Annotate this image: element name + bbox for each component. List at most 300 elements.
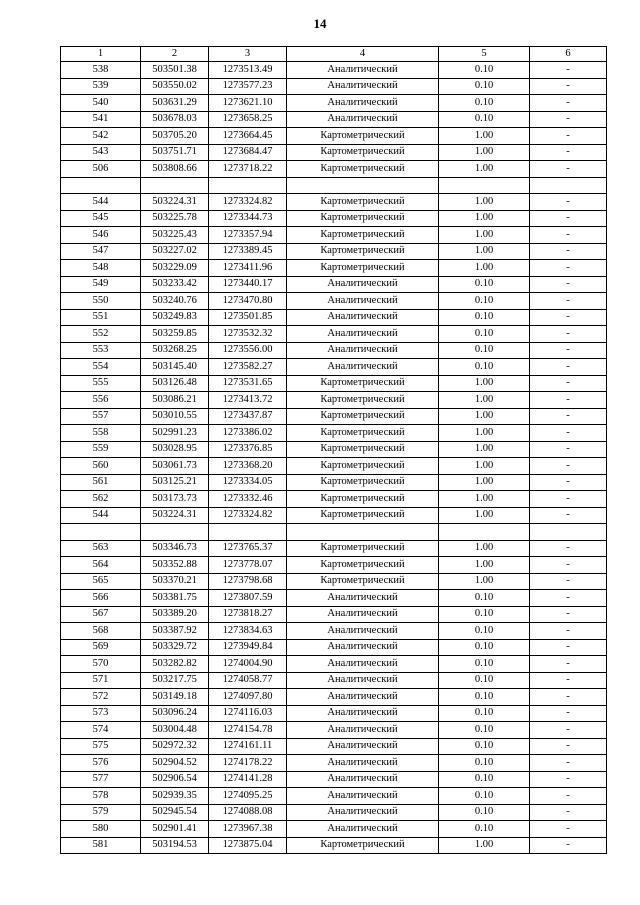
method-cell: Картометрический: [287, 210, 439, 227]
table-row: [61, 408, 607, 425]
point-number-cell: 550: [61, 293, 141, 310]
table-row: [61, 689, 607, 706]
description-cell: -: [530, 821, 607, 838]
point-number-cell: 554: [61, 359, 141, 376]
method-cell: Картометрический: [287, 458, 439, 475]
table-row: [61, 524, 607, 541]
point-number-cell: 580: [61, 821, 141, 838]
x-coordinate-cell: 503225.78: [141, 210, 209, 227]
description-cell: -: [530, 194, 607, 211]
description-cell: -: [530, 111, 607, 128]
y-coordinate-cell: 1273684.47: [209, 144, 287, 161]
point-number-cell: 506: [61, 161, 141, 178]
table-row: [61, 474, 607, 491]
accuracy-cell: 1.00: [439, 161, 530, 178]
table-row: [61, 573, 607, 590]
x-coordinate-cell: 503259.85: [141, 326, 209, 343]
y-coordinate-cell: [209, 177, 287, 194]
method-cell: Картометрический: [287, 540, 439, 557]
y-coordinate-cell: 1273334.05: [209, 474, 287, 491]
description-cell: -: [530, 408, 607, 425]
accuracy-cell: 1.00: [439, 260, 530, 277]
point-number-cell: 557: [61, 408, 141, 425]
accuracy-cell: 0.10: [439, 590, 530, 607]
y-coordinate-cell: 1273413.72: [209, 392, 287, 409]
accuracy-cell: 1.00: [439, 458, 530, 475]
table-row: [61, 771, 607, 788]
point-number-cell: 539: [61, 78, 141, 95]
y-coordinate-cell: 1273411.96: [209, 260, 287, 277]
x-coordinate-cell: [141, 177, 209, 194]
x-coordinate-cell: 503501.38: [141, 62, 209, 79]
method-cell: Аналитический: [287, 722, 439, 739]
description-cell: -: [530, 771, 607, 788]
method-cell: Картометрический: [287, 227, 439, 244]
accuracy-cell: 1.00: [439, 491, 530, 508]
method-cell: Аналитический: [287, 771, 439, 788]
page-number: 14: [313, 16, 327, 31]
x-coordinate-cell: 503381.75: [141, 590, 209, 607]
table-row: [61, 821, 607, 838]
y-coordinate-cell: 1273664.45: [209, 128, 287, 145]
table-row: [61, 293, 607, 310]
description-cell: [530, 524, 607, 541]
description-cell: -: [530, 755, 607, 772]
table-row: [61, 540, 607, 557]
y-coordinate-cell: 1273324.82: [209, 507, 287, 524]
table-row: [61, 804, 607, 821]
point-number-cell: 553: [61, 342, 141, 359]
y-coordinate-cell: 1274088.08: [209, 804, 287, 821]
description-cell: -: [530, 210, 607, 227]
method-cell: Аналитический: [287, 293, 439, 310]
accuracy-cell: 1.00: [439, 227, 530, 244]
table-row: [61, 755, 607, 772]
table-row: [61, 62, 607, 79]
accuracy-cell: 1.00: [439, 557, 530, 574]
x-coordinate-cell: 503145.40: [141, 359, 209, 376]
description-cell: -: [530, 606, 607, 623]
y-coordinate-cell: 1273437.87: [209, 408, 287, 425]
method-cell: Аналитический: [287, 326, 439, 343]
table-row: [61, 507, 607, 524]
accuracy-cell: 0.10: [439, 293, 530, 310]
accuracy-cell: [439, 524, 530, 541]
method-cell: Аналитический: [287, 705, 439, 722]
description-cell: -: [530, 161, 607, 178]
accuracy-cell: 1.00: [439, 837, 530, 854]
accuracy-cell: 1.00: [439, 128, 530, 145]
table-row: [61, 837, 607, 854]
description-cell: -: [530, 474, 607, 491]
description-cell: -: [530, 260, 607, 277]
accuracy-cell: 0.10: [439, 821, 530, 838]
description-cell: -: [530, 441, 607, 458]
accuracy-cell: 0.10: [439, 722, 530, 739]
x-coordinate-cell: 502972.32: [141, 738, 209, 755]
point-number-cell: 562: [61, 491, 141, 508]
description-cell: -: [530, 788, 607, 805]
y-coordinate-cell: 1274161.11: [209, 738, 287, 755]
table-row: [61, 425, 607, 442]
x-coordinate-cell: 502904.52: [141, 755, 209, 772]
point-number-cell: 571: [61, 672, 141, 689]
accuracy-cell: 0.10: [439, 738, 530, 755]
y-coordinate-cell: 1273818.27: [209, 606, 287, 623]
method-cell: Картометрический: [287, 144, 439, 161]
method-cell: Аналитический: [287, 738, 439, 755]
method-cell: Аналитический: [287, 111, 439, 128]
point-number-cell: 563: [61, 540, 141, 557]
accuracy-cell: 1.00: [439, 392, 530, 409]
method-cell: Картометрический: [287, 837, 439, 854]
description-cell: -: [530, 557, 607, 574]
y-coordinate-cell: 1274058.77: [209, 672, 287, 689]
y-coordinate-cell: 1274004.90: [209, 656, 287, 673]
point-number-cell: 541: [61, 111, 141, 128]
table-row: [61, 458, 607, 475]
accuracy-cell: 0.10: [439, 705, 530, 722]
accuracy-cell: 0.10: [439, 111, 530, 128]
x-coordinate-cell: 502945.54: [141, 804, 209, 821]
method-cell: Аналитический: [287, 821, 439, 838]
description-cell: -: [530, 672, 607, 689]
accuracy-cell: 1.00: [439, 375, 530, 392]
table-row: [61, 557, 607, 574]
table-row: [61, 623, 607, 640]
method-cell: Картометрический: [287, 260, 439, 277]
x-coordinate-cell: 503705.20: [141, 128, 209, 145]
x-coordinate-cell: 502939.35: [141, 788, 209, 805]
point-number-cell: 544: [61, 194, 141, 211]
point-number-cell: 578: [61, 788, 141, 805]
x-coordinate-cell: 503086.21: [141, 392, 209, 409]
accuracy-cell: 0.10: [439, 606, 530, 623]
description-cell: -: [530, 276, 607, 293]
method-cell: Аналитический: [287, 606, 439, 623]
header-cell-6: 6: [530, 47, 607, 62]
accuracy-cell: 0.10: [439, 639, 530, 656]
point-number-cell: 561: [61, 474, 141, 491]
description-cell: -: [530, 507, 607, 524]
table-row: [61, 722, 607, 739]
description-cell: -: [530, 359, 607, 376]
method-cell: Картометрический: [287, 161, 439, 178]
point-number-cell: 556: [61, 392, 141, 409]
table-row: [61, 194, 607, 211]
point-number-cell: 581: [61, 837, 141, 854]
point-number-cell: 538: [61, 62, 141, 79]
method-cell: Аналитический: [287, 309, 439, 326]
table-row: [61, 177, 607, 194]
x-coordinate-cell: 502906.54: [141, 771, 209, 788]
header-cell-2: 2: [141, 47, 209, 62]
x-coordinate-cell: 503227.02: [141, 243, 209, 260]
point-number-cell: 576: [61, 755, 141, 772]
description-cell: -: [530, 342, 607, 359]
accuracy-cell: 0.10: [439, 788, 530, 805]
x-coordinate-cell: 502991.23: [141, 425, 209, 442]
point-number-cell: 548: [61, 260, 141, 277]
header-row: [61, 47, 607, 62]
y-coordinate-cell: 1274095.25: [209, 788, 287, 805]
point-number-cell: 559: [61, 441, 141, 458]
y-coordinate-cell: 1273556.00: [209, 342, 287, 359]
table-row: [61, 705, 607, 722]
description-cell: -: [530, 293, 607, 310]
method-cell: Аналитический: [287, 672, 439, 689]
x-coordinate-cell: 503631.29: [141, 95, 209, 112]
description-cell: -: [530, 227, 607, 244]
accuracy-cell: 1.00: [439, 243, 530, 260]
method-cell: Аналитический: [287, 276, 439, 293]
y-coordinate-cell: 1273577.23: [209, 78, 287, 95]
x-coordinate-cell: 503229.09: [141, 260, 209, 277]
x-coordinate-cell: 503194.53: [141, 837, 209, 854]
point-number-cell: [61, 524, 141, 541]
point-number-cell: 560: [61, 458, 141, 475]
point-number-cell: 547: [61, 243, 141, 260]
x-coordinate-cell: 503678.03: [141, 111, 209, 128]
description-cell: -: [530, 326, 607, 343]
point-number-cell: 543: [61, 144, 141, 161]
accuracy-cell: 0.10: [439, 309, 530, 326]
point-number-cell: 549: [61, 276, 141, 293]
x-coordinate-cell: 503010.55: [141, 408, 209, 425]
table-row: [61, 144, 607, 161]
table-row: [61, 326, 607, 343]
method-cell: Картометрический: [287, 441, 439, 458]
y-coordinate-cell: 1273470.80: [209, 293, 287, 310]
x-coordinate-cell: 503096.24: [141, 705, 209, 722]
table-row: [61, 276, 607, 293]
x-coordinate-cell: 503329.72: [141, 639, 209, 656]
point-number-cell: 577: [61, 771, 141, 788]
point-number-cell: 574: [61, 722, 141, 739]
method-cell: Картометрический: [287, 392, 439, 409]
table-row: [61, 738, 607, 755]
method-cell: Аналитический: [287, 359, 439, 376]
accuracy-cell: 0.10: [439, 342, 530, 359]
x-coordinate-cell: [141, 524, 209, 541]
description-cell: -: [530, 128, 607, 145]
description-cell: -: [530, 78, 607, 95]
point-number-cell: 569: [61, 639, 141, 656]
method-cell: Аналитический: [287, 689, 439, 706]
y-coordinate-cell: 1273718.22: [209, 161, 287, 178]
x-coordinate-cell: 503240.76: [141, 293, 209, 310]
table-row: [61, 656, 607, 673]
description-cell: -: [530, 590, 607, 607]
table-row: [61, 128, 607, 145]
accuracy-cell: 1.00: [439, 474, 530, 491]
method-cell: Картометрический: [287, 128, 439, 145]
y-coordinate-cell: 1273531.65: [209, 375, 287, 392]
method-cell: Аналитический: [287, 95, 439, 112]
table-row: [61, 243, 607, 260]
point-number-cell: 555: [61, 375, 141, 392]
y-coordinate-cell: 1273949.84: [209, 639, 287, 656]
y-coordinate-cell: 1273389.45: [209, 243, 287, 260]
x-coordinate-cell: 503387.92: [141, 623, 209, 640]
method-cell: Аналитический: [287, 804, 439, 821]
accuracy-cell: [439, 177, 530, 194]
point-number-cell: [61, 177, 141, 194]
x-coordinate-cell: 503126.48: [141, 375, 209, 392]
method-cell: [287, 177, 439, 194]
description-cell: -: [530, 392, 607, 409]
accuracy-cell: 1.00: [439, 540, 530, 557]
accuracy-cell: 1.00: [439, 144, 530, 161]
table-row: [61, 210, 607, 227]
x-coordinate-cell: 503217.75: [141, 672, 209, 689]
x-coordinate-cell: 503268.25: [141, 342, 209, 359]
point-number-cell: 544: [61, 507, 141, 524]
point-number-cell: 575: [61, 738, 141, 755]
y-coordinate-cell: 1273967.38: [209, 821, 287, 838]
point-number-cell: 564: [61, 557, 141, 574]
x-coordinate-cell: 503149.18: [141, 689, 209, 706]
y-coordinate-cell: 1273386.02: [209, 425, 287, 442]
accuracy-cell: 0.10: [439, 755, 530, 772]
point-number-cell: 566: [61, 590, 141, 607]
method-cell: Аналитический: [287, 342, 439, 359]
method-cell: Аналитический: [287, 62, 439, 79]
x-coordinate-cell: 503224.31: [141, 194, 209, 211]
accuracy-cell: 0.10: [439, 276, 530, 293]
table-row: [61, 788, 607, 805]
point-number-cell: 579: [61, 804, 141, 821]
method-cell: Аналитический: [287, 656, 439, 673]
method-cell: Аналитический: [287, 755, 439, 772]
table-row: [61, 606, 607, 623]
y-coordinate-cell: 1273440.17: [209, 276, 287, 293]
header-cell-3: 3: [209, 47, 287, 62]
accuracy-cell: 1.00: [439, 194, 530, 211]
method-cell: Картометрический: [287, 243, 439, 260]
y-coordinate-cell: 1273807.59: [209, 590, 287, 607]
description-cell: -: [530, 95, 607, 112]
x-coordinate-cell: 503550.02: [141, 78, 209, 95]
y-coordinate-cell: 1273501.85: [209, 309, 287, 326]
point-number-cell: 573: [61, 705, 141, 722]
x-coordinate-cell: 503061.73: [141, 458, 209, 475]
y-coordinate-cell: 1273368.20: [209, 458, 287, 475]
method-cell: Картометрический: [287, 557, 439, 574]
description-cell: -: [530, 623, 607, 640]
y-coordinate-cell: 1273582.27: [209, 359, 287, 376]
description-cell: -: [530, 738, 607, 755]
x-coordinate-cell: 503028.95: [141, 441, 209, 458]
y-coordinate-cell: 1273778.07: [209, 557, 287, 574]
point-number-cell: 545: [61, 210, 141, 227]
description-cell: [530, 177, 607, 194]
header-cell-1: 1: [61, 47, 141, 62]
y-coordinate-cell: 1273834.63: [209, 623, 287, 640]
method-cell: Картометрический: [287, 573, 439, 590]
table-row: [61, 590, 607, 607]
y-coordinate-cell: 1273344.73: [209, 210, 287, 227]
description-cell: -: [530, 722, 607, 739]
coordinates-table: [60, 46, 607, 854]
table-row: [61, 342, 607, 359]
description-cell: -: [530, 837, 607, 854]
accuracy-cell: 1.00: [439, 210, 530, 227]
y-coordinate-cell: 1273513.49: [209, 62, 287, 79]
table-row: [61, 491, 607, 508]
y-coordinate-cell: 1274116.03: [209, 705, 287, 722]
x-coordinate-cell: 503370.21: [141, 573, 209, 590]
description-cell: -: [530, 573, 607, 590]
y-coordinate-cell: 1273875.04: [209, 837, 287, 854]
x-coordinate-cell: 503225.43: [141, 227, 209, 244]
table-row: [61, 78, 607, 95]
accuracy-cell: 0.10: [439, 689, 530, 706]
point-number-cell: 542: [61, 128, 141, 145]
description-cell: -: [530, 375, 607, 392]
y-coordinate-cell: 1274178.22: [209, 755, 287, 772]
y-coordinate-cell: 1274154.78: [209, 722, 287, 739]
y-coordinate-cell: 1273658.25: [209, 111, 287, 128]
x-coordinate-cell: 502901.41: [141, 821, 209, 838]
point-number-cell: 568: [61, 623, 141, 640]
table-row: [61, 111, 607, 128]
x-coordinate-cell: 503233.42: [141, 276, 209, 293]
y-coordinate-cell: 1273532.32: [209, 326, 287, 343]
description-cell: -: [530, 309, 607, 326]
table-row: [61, 359, 607, 376]
point-number-cell: 572: [61, 689, 141, 706]
method-cell: Аналитический: [287, 788, 439, 805]
accuracy-cell: 0.10: [439, 95, 530, 112]
point-number-cell: 552: [61, 326, 141, 343]
description-cell: -: [530, 656, 607, 673]
accuracy-cell: 0.10: [439, 359, 530, 376]
accuracy-cell: 1.00: [439, 425, 530, 442]
description-cell: -: [530, 639, 607, 656]
table-row: [61, 392, 607, 409]
description-cell: -: [530, 62, 607, 79]
x-coordinate-cell: 503125.21: [141, 474, 209, 491]
x-coordinate-cell: 503282.82: [141, 656, 209, 673]
table-row: [61, 161, 607, 178]
accuracy-cell: 0.10: [439, 326, 530, 343]
point-number-cell: 570: [61, 656, 141, 673]
y-coordinate-cell: 1274097.80: [209, 689, 287, 706]
y-coordinate-cell: 1273357.94: [209, 227, 287, 244]
point-number-cell: 558: [61, 425, 141, 442]
point-number-cell: 551: [61, 309, 141, 326]
accuracy-cell: 1.00: [439, 507, 530, 524]
accuracy-cell: 0.10: [439, 771, 530, 788]
table-row: [61, 95, 607, 112]
x-coordinate-cell: 503249.83: [141, 309, 209, 326]
header-cell-4: 4: [287, 47, 439, 62]
description-cell: -: [530, 689, 607, 706]
table-row: [61, 672, 607, 689]
method-cell: Аналитический: [287, 639, 439, 656]
table-row: [61, 309, 607, 326]
method-cell: Картометрический: [287, 375, 439, 392]
point-number-cell: 540: [61, 95, 141, 112]
description-cell: -: [530, 804, 607, 821]
method-cell: Картометрический: [287, 194, 439, 211]
table-body: [61, 62, 607, 854]
accuracy-cell: 1.00: [439, 408, 530, 425]
x-coordinate-cell: 503389.20: [141, 606, 209, 623]
table-row: [61, 441, 607, 458]
method-cell: Картометрический: [287, 491, 439, 508]
